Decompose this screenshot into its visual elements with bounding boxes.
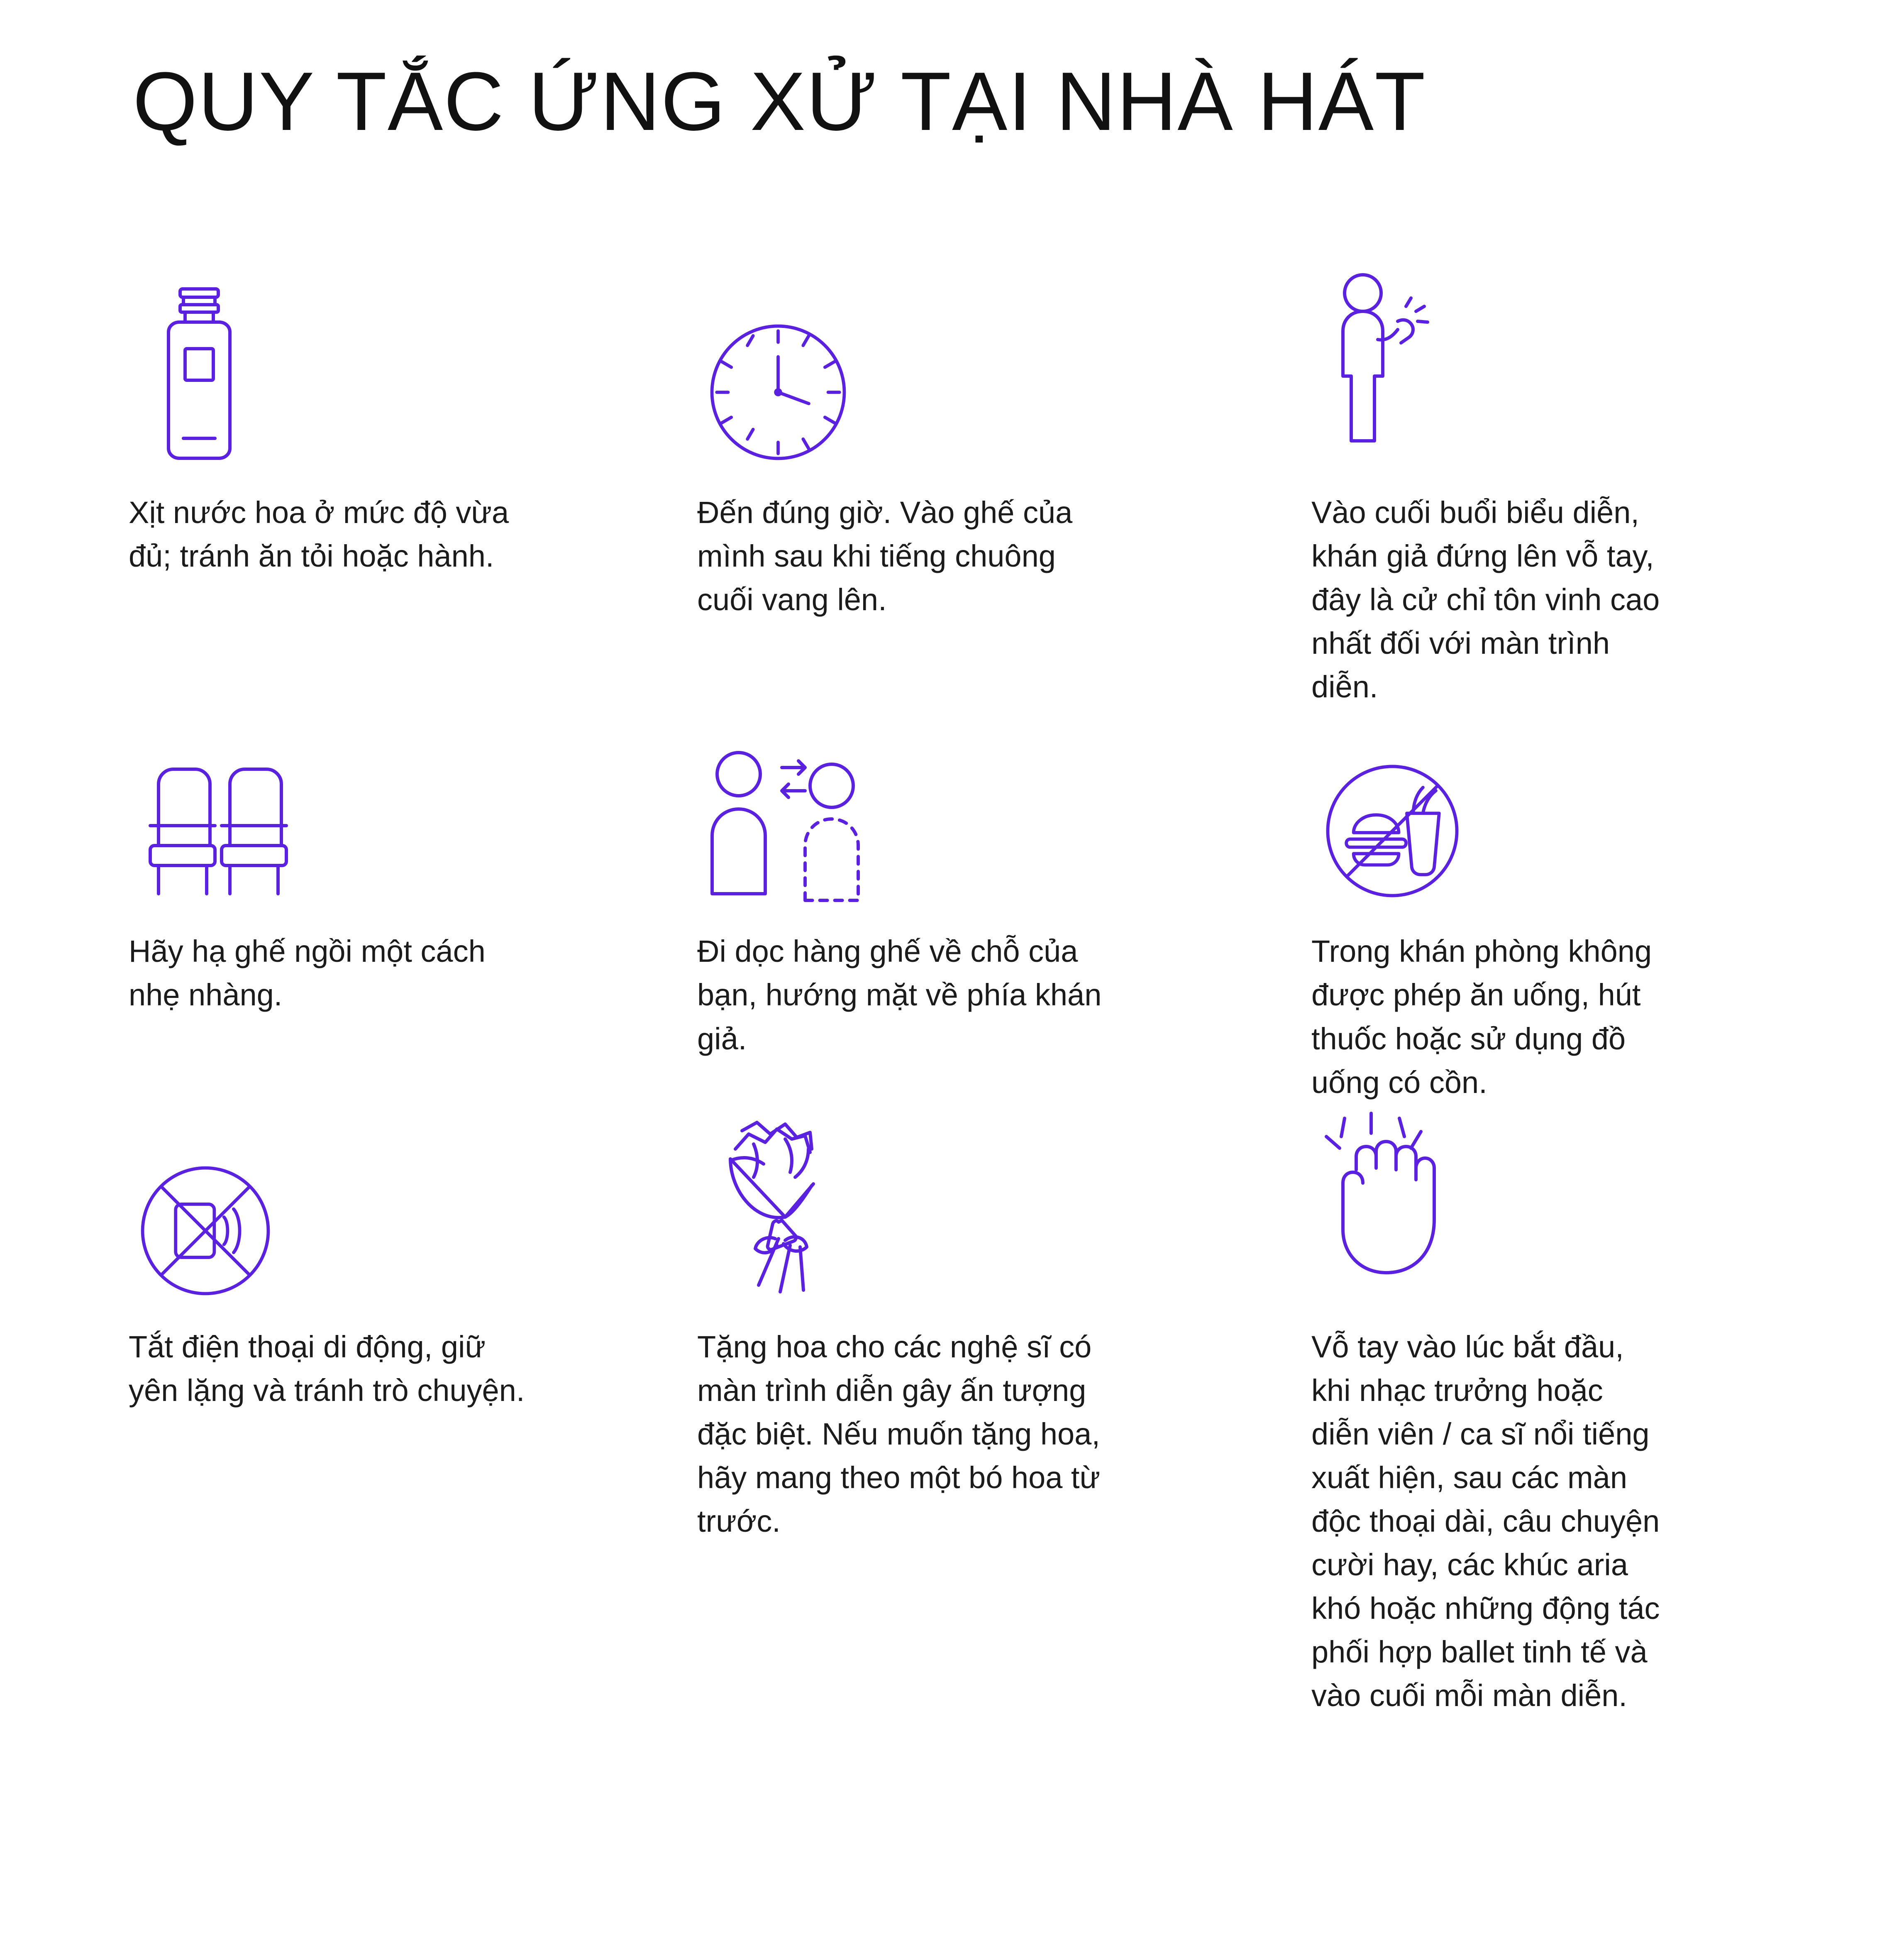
rule-item-5 xyxy=(697,709,1311,1104)
rule-item-4 xyxy=(129,709,697,1104)
perfume-bottle-icon xyxy=(129,270,647,465)
rule-item-1 xyxy=(129,270,697,709)
flower-bouquet-icon xyxy=(697,1104,1262,1299)
clock-icon xyxy=(697,270,1262,465)
rule-item-2 xyxy=(697,270,1311,709)
rule-item-3 xyxy=(1311,270,1776,709)
rule-item-8 xyxy=(697,1104,1311,1718)
rule-text-6: Trong khán phòng không được phép ăn uống, hút thuốc hoặc sử dụng đồ uống có cồn. xyxy=(1311,934,1652,1100)
rule-item-7 xyxy=(129,1104,697,1718)
rule-text-8: Tặng hoa cho các nghệ sĩ có màn trình diễn gây ấn tượng đặc biệt. Nếu muốn tặng hoa, hãy mang theo một bó hoa từ trước. xyxy=(697,1329,1101,1539)
no-mobile-phone-icon xyxy=(129,1104,647,1299)
rule-text-4: Hãy hạ ghế ngồi một cách nhẹ nhàng. xyxy=(129,934,486,1012)
rule-text-3: Vào cuối buổi biểu diễn, khán giả đứng lên vỗ tay, đây là cử chỉ tôn vinh cao nhất đối với màn trình diễn. xyxy=(1311,495,1660,704)
no-food-drink-icon xyxy=(1311,709,1726,904)
rule-text-1: Xịt nước hoa ở mức độ vừa đủ; tránh ăn tỏi hoặc hành. xyxy=(129,495,509,574)
rule-text-9: Vỗ tay vào lúc bắt đầu, khi nhạc trưởng hoặc diễn viên / ca sĩ nổi tiếng xuất hiện, sau các màn độc thoại dài, câu chuyện cười hay, các khúc aria khó hoặc những động tác phối hợp ballet tinh tế và vào cuối mỗi màn diễn. xyxy=(1311,1329,1660,1713)
page-title: QUY TẮC ỨNG XỬ TẠI NHÀ HÁT xyxy=(133,55,1426,148)
rules-grid xyxy=(129,270,1775,1717)
rule-text-2: Đến đúng giờ. Vào ghế của mình sau khi tiếng chuông cuối vang lên. xyxy=(697,495,1073,617)
rule-text-7: Tắt điện thoại di động, giữ yên lặng và tránh trò chuyện. xyxy=(129,1329,525,1408)
standing-applause-person-icon xyxy=(1311,270,1726,465)
rule-item-6 xyxy=(1311,709,1776,1104)
rule-text-5: Đi dọc hàng ghế về chỗ của bạn, hướng mặt về phía khán giả. xyxy=(697,934,1102,1056)
clapping-hand-icon xyxy=(1311,1104,1726,1299)
theater-seats-icon xyxy=(129,709,647,904)
rule-item-9 xyxy=(1311,1104,1776,1718)
two-people-facing-icon xyxy=(697,709,1262,904)
